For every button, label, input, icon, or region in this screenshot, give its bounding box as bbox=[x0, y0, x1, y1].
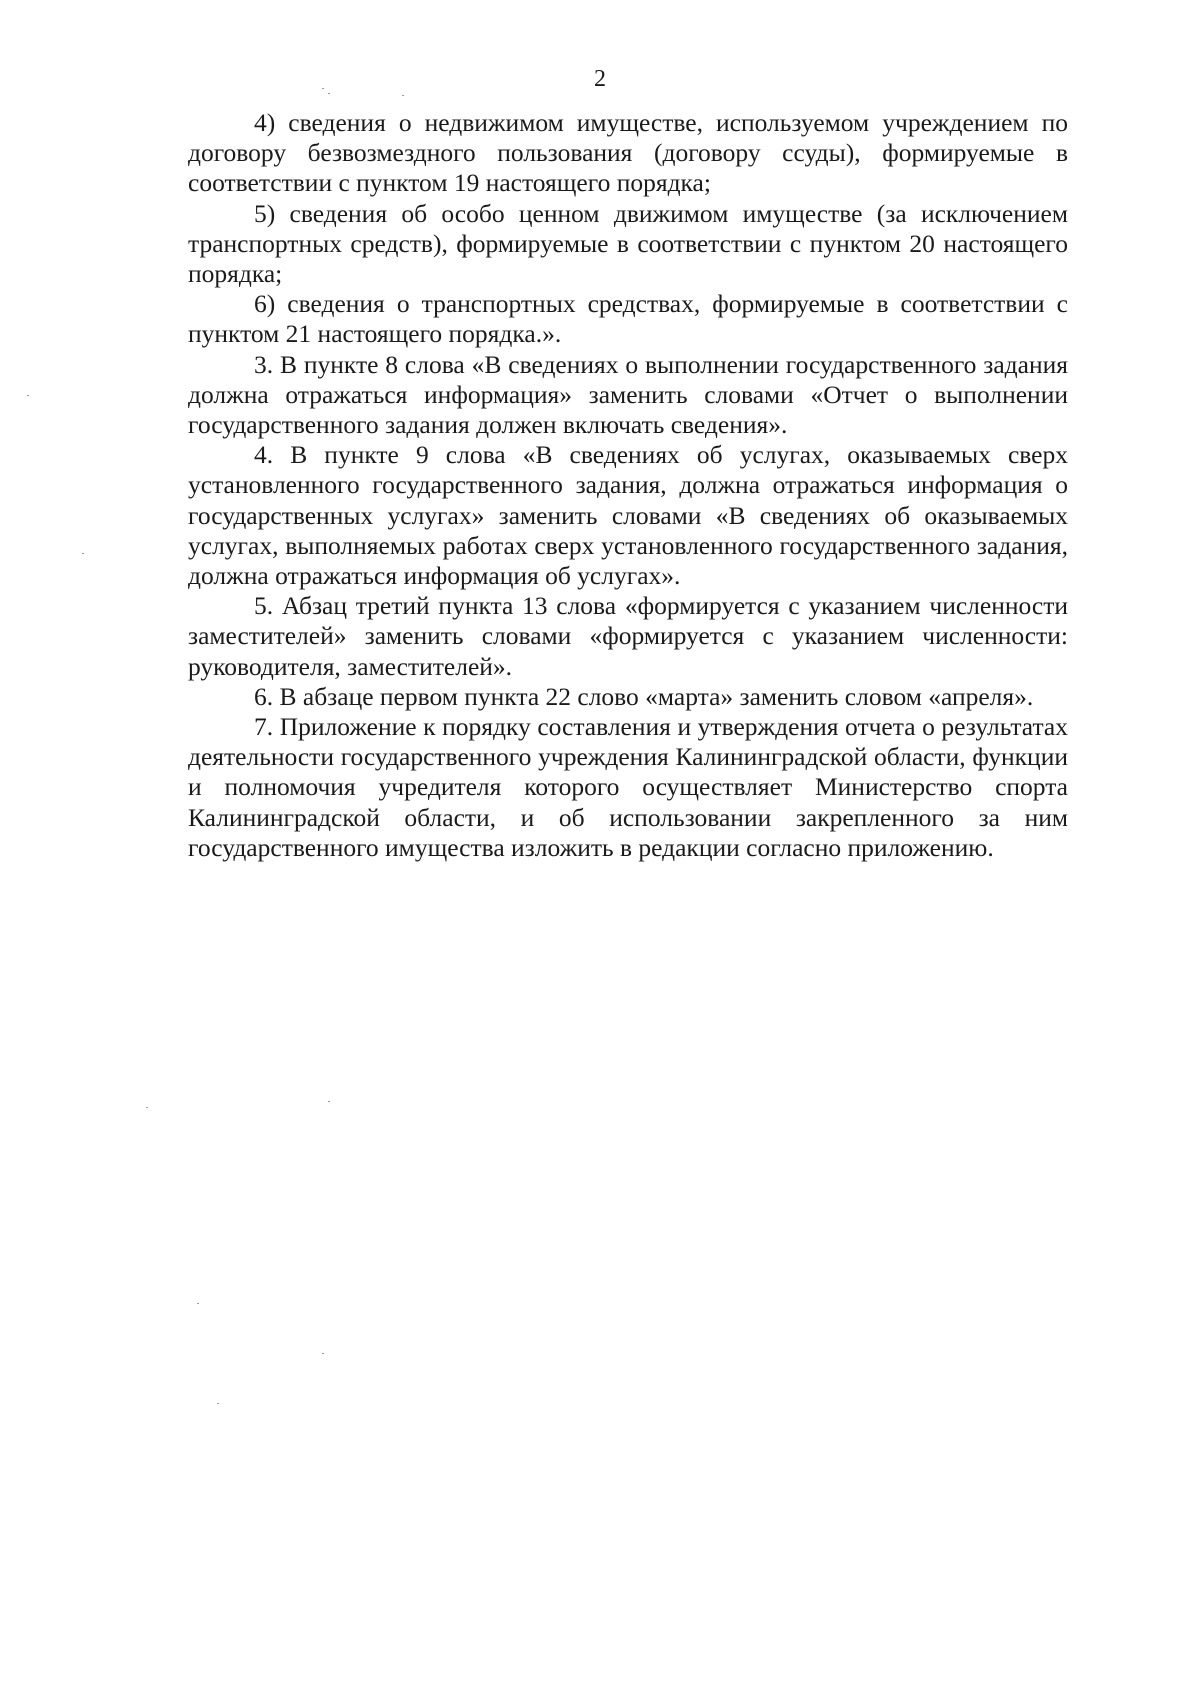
paragraph-point-5: 5. Абзац третий пункта 13 слова «формируется с указанием численности заместителей» заменить словами «формируется с указанием численности: руководителя, заместителей». bbox=[188, 591, 1068, 681]
paragraph-item-4: 4) сведения о недвижимом имуществе, используемом учреждением по договору безвозмездного пользования (договору ссуды), формируемые в соответствии с пунктом 19 настоящего порядка; bbox=[188, 108, 1068, 198]
scan-speck bbox=[328, 93, 330, 94]
scan-speck bbox=[82, 553, 84, 554]
scan-speck bbox=[197, 1303, 199, 1304]
paragraph-point-6: 6. В абзаце первом пункта 22 слово «марта» заменить словом «апреля». bbox=[254, 681, 1034, 711]
paragraph-item-6: 6) сведения о транспортных средствах, формируемые в соответствии с пунктом 21 настоящего порядка.». bbox=[188, 289, 1068, 349]
scan-speck bbox=[402, 95, 404, 96]
paragraph-point-3: 3. В пункте 8 слова «В сведениях о выполнении государственного задания должна отражаться информация» заменить словами «Отчет о выполнении государственного задания должен включать сведения». bbox=[188, 349, 1068, 440]
scan-speck bbox=[328, 1101, 330, 1102]
paragraph-item-5: 5) сведения об особо ценном движимом имуществе (за исключением транспортных средств), формируемые в соответствии с пунктом 20 настоящего порядка; bbox=[188, 198, 1068, 289]
document-body bbox=[188, 108, 1068, 863]
page-number: 2 bbox=[594, 66, 606, 92]
scan-speck bbox=[27, 395, 29, 396]
scan-speck bbox=[217, 1403, 219, 1404]
paragraph-point-7: 7. Приложение к порядку составления и утверждения отчета о результатах деятельности государственного учреждения Калининградской области, функции и полномочия учредителя которого осуществляет Министерство спорта Калининградской области, и об использовании закрепленного за ним государственного имущества изложить в редакции согласно приложению. bbox=[188, 712, 1068, 862]
scan-speck bbox=[146, 1107, 148, 1108]
scan-speck bbox=[322, 1353, 324, 1354]
scan-speck bbox=[322, 88, 324, 89]
paragraph-point-4: 4. В пункте 9 слова «В сведениях об услугах, оказываемых сверх установленного государственного задания, должна отражаться информация о государственных услугах» заменить словами «В сведениях об оказываемых услугах, выполняемых работах сверх установленного государственного задания, должна отражаться информация об услугах». bbox=[188, 440, 1068, 591]
